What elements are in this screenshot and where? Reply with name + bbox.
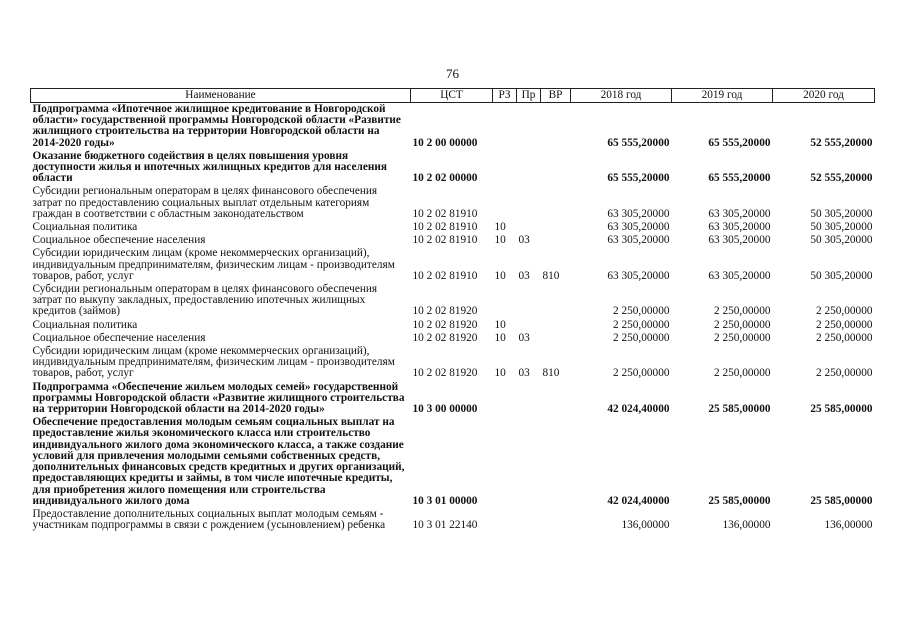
- cell-vr: [541, 103, 571, 150]
- budget-table: [30, 88, 875, 532]
- header-2018: 2018 год: [571, 89, 672, 103]
- table-body: [31, 103, 875, 533]
- cell-cst: 10 2 02 81920: [412, 305, 478, 318]
- cell-cst: 10 2 02 81910: [412, 221, 478, 234]
- cell-rz: [493, 508, 517, 532]
- header-2020: 2020 год: [773, 89, 875, 103]
- cell-2018: 2 250,00000: [613, 331, 670, 344]
- cell-name: Подпрограмма «Ипотечное жилищное кредитование в Новгородской области» государственной программы Новгородской области «Развитие жилищного строительства на территории Новгородской области на 2014-2020 годы»: [32, 103, 401, 149]
- header-vr: ВР: [541, 89, 571, 103]
- cell-2019: 25 585,00000: [708, 494, 771, 507]
- cell-2018: 136,00000: [621, 519, 670, 532]
- cell-pr: [517, 150, 541, 186]
- cell-cst: 10 3 01 00000: [412, 494, 478, 507]
- cell-2018: 2 250,00000: [613, 367, 670, 380]
- cell-pr: [517, 381, 541, 417]
- table-row: [31, 508, 875, 532]
- cell-2019: 63 305,20000: [708, 234, 771, 247]
- cell-rz: 10: [494, 221, 506, 234]
- cell-name: Предоставление дополнительных социальных выплат молодым семьям - участникам подпрограммы в связи с рождением (усыновлением) ребенка: [32, 507, 386, 532]
- cell-2020: 52 555,20000: [810, 172, 873, 185]
- cell-2019: 2 250,00000: [714, 331, 771, 344]
- table-row: [31, 103, 875, 150]
- cell-2020: 50 305,20000: [810, 269, 873, 282]
- cell-rz: 10: [494, 234, 506, 247]
- cell-cst: 10 2 02 81910: [412, 269, 478, 282]
- cell-2019: 2 250,00000: [714, 367, 771, 380]
- cell-2018: 63 305,20000: [607, 269, 670, 282]
- cell-pr: [517, 319, 541, 332]
- table-row: [31, 185, 875, 221]
- table-row: [31, 247, 875, 283]
- cell-pr: 03: [518, 234, 530, 247]
- cell-vr: [541, 381, 571, 417]
- cell-vr: [541, 319, 571, 332]
- cell-vr: [541, 221, 571, 234]
- cell-vr: 810: [542, 269, 560, 282]
- cell-2020: 50 305,20000: [810, 221, 873, 234]
- page-number: 76: [446, 66, 459, 81]
- cell-pr: 03: [518, 331, 530, 344]
- cell-2019: 65 555,20000: [708, 136, 771, 149]
- header-name: Наименование: [31, 89, 411, 103]
- cell-2018: 63 305,20000: [607, 221, 670, 234]
- cell-2020: 25 585,00000: [810, 494, 873, 507]
- cell-cst: 10 2 02 81910: [412, 207, 478, 220]
- cell-cst: 10 2 02 81920: [412, 318, 478, 331]
- cell-cst: 10 3 00 00000: [412, 403, 478, 416]
- cell-vr: [541, 416, 571, 508]
- cell-cst: 10 2 02 81920: [412, 367, 478, 380]
- cell-2020: 136,00000: [824, 519, 873, 532]
- table-row: [31, 221, 875, 234]
- cell-pr: [517, 283, 541, 319]
- table-row: [31, 319, 875, 332]
- cell-name: Субсидии региональным операторам в целях финансового обеспечения затрат по предоставлению социальных выплат отдельным категориям граждан в соответствии с областным законодательством: [32, 185, 378, 220]
- cell-2018: 2 250,00000: [613, 305, 670, 318]
- cell-2020: 52 555,20000: [810, 136, 873, 149]
- cell-2020: 25 585,00000: [810, 403, 873, 416]
- cell-2019: 63 305,20000: [708, 221, 771, 234]
- cell-2020: 2 250,00000: [816, 367, 873, 380]
- table-row: [31, 345, 875, 381]
- cell-2018: 2 250,00000: [613, 318, 670, 331]
- cell-name: Социальная политика: [32, 221, 138, 234]
- cell-2018: 42 024,40000: [607, 494, 670, 507]
- header-pr: Пр: [517, 89, 541, 103]
- cell-vr: [541, 185, 571, 221]
- cell-2020: 2 250,00000: [816, 318, 873, 331]
- cell-2020: 50 305,20000: [810, 234, 873, 247]
- cell-2020: 2 250,00000: [816, 305, 873, 318]
- cell-rz: 10: [494, 269, 506, 282]
- cell-name: Социальная политика: [32, 318, 138, 331]
- cell-rz: [493, 185, 517, 221]
- cell-pr: 03: [518, 269, 530, 282]
- cell-name: Социальное обеспечение населения: [32, 331, 206, 344]
- cell-rz: [493, 150, 517, 186]
- cell-rz: 10: [494, 367, 506, 380]
- cell-rz: 10: [494, 318, 506, 331]
- cell-name: Субсидии региональным операторам в целях финансового обеспечения затрат по выкупу закладных, предоставлению ипотечных жилищных кредитов (займов): [32, 283, 378, 318]
- cell-cst: 10 3 01 22140: [412, 519, 478, 532]
- table-row: [31, 416, 875, 508]
- cell-2020: 2 250,00000: [816, 331, 873, 344]
- cell-pr: [517, 508, 541, 532]
- cell-vr: [541, 332, 571, 345]
- cell-2018: 65 555,20000: [607, 172, 670, 185]
- cell-vr: [541, 234, 571, 247]
- cell-2020: 50 305,20000: [810, 207, 873, 220]
- cell-name: Оказание бюджетного содействия в целях повышения уровня доступности жилья и ипотечных жилищных кредитов для населения области: [32, 149, 387, 185]
- table-row: [31, 381, 875, 417]
- table-row: [31, 150, 875, 186]
- cell-cst: 10 2 02 81910: [412, 234, 478, 247]
- table-row: [31, 332, 875, 345]
- cell-rz: [493, 381, 517, 417]
- cell-2018: 42 024,40000: [607, 403, 670, 416]
- cell-2018: 63 305,20000: [607, 234, 670, 247]
- cell-cst: 10 2 00 00000: [412, 136, 478, 149]
- cell-name: Подпрограмма «Обеспечение жильем молодых семей» государственной программы Новгородской области «Развитие жилищного строительства на территории Новгородской области на 2014-2020 годы»: [32, 380, 405, 416]
- cell-2018: 65 555,20000: [607, 136, 670, 149]
- cell-pr: [517, 103, 541, 150]
- cell-2019: 63 305,20000: [708, 269, 771, 282]
- table-header: [31, 89, 875, 103]
- cell-vr: [541, 150, 571, 186]
- cell-vr: [541, 508, 571, 532]
- header-cst: ЦСТ: [411, 89, 493, 103]
- cell-2019: 136,00000: [722, 519, 771, 532]
- header-rz: РЗ: [493, 89, 517, 103]
- cell-cst: 10 2 02 81920: [412, 331, 478, 344]
- table-row: [31, 283, 875, 319]
- cell-name: Субсидии юридическим лицам (кроме некоммерческих организаций), индивидуальным предпринимателям, физическим лицам - производителям товаров, работ, услуг: [32, 345, 395, 380]
- table-row: [31, 234, 875, 247]
- cell-rz: [493, 416, 517, 508]
- cell-rz: [493, 283, 517, 319]
- cell-name: Обеспечение предоставления молодым семьям социальных выплат на предоставление жилья экономического класса или строительство индивидуального жилого дома экономического класса, а также создание условий для привлечения молодыми семьями собственных средств, дополнительных финансовых средств кредитных и других организаций, предоставляющих кредиты и займы, в том числе ипотечные кредиты, для приобретения жилого помещения или строительства индивидуального жилого дома: [32, 416, 405, 507]
- cell-2019: 2 250,00000: [714, 318, 771, 331]
- cell-vr: [541, 283, 571, 319]
- cell-name: Субсидии юридическим лицам (кроме некоммерческих организаций), индивидуальным предпринимателям, физическим лицам - производителям товаров, работ, услуг: [32, 247, 395, 282]
- cell-pr: [517, 221, 541, 234]
- header-2019: 2019 год: [672, 89, 773, 103]
- cell-2019: 65 555,20000: [708, 172, 771, 185]
- cell-2019: 25 585,00000: [708, 403, 771, 416]
- cell-vr: 810: [542, 367, 560, 380]
- cell-2019: 2 250,00000: [714, 305, 771, 318]
- cell-2018: 63 305,20000: [607, 207, 670, 220]
- cell-rz: [493, 103, 517, 150]
- cell-2019: 63 305,20000: [708, 207, 771, 220]
- cell-pr: 03: [518, 367, 530, 380]
- cell-rz: 10: [494, 331, 506, 344]
- cell-pr: [517, 185, 541, 221]
- cell-pr: [517, 416, 541, 508]
- cell-cst: 10 2 02 00000: [412, 172, 478, 185]
- cell-name: Социальное обеспечение населения: [32, 234, 206, 247]
